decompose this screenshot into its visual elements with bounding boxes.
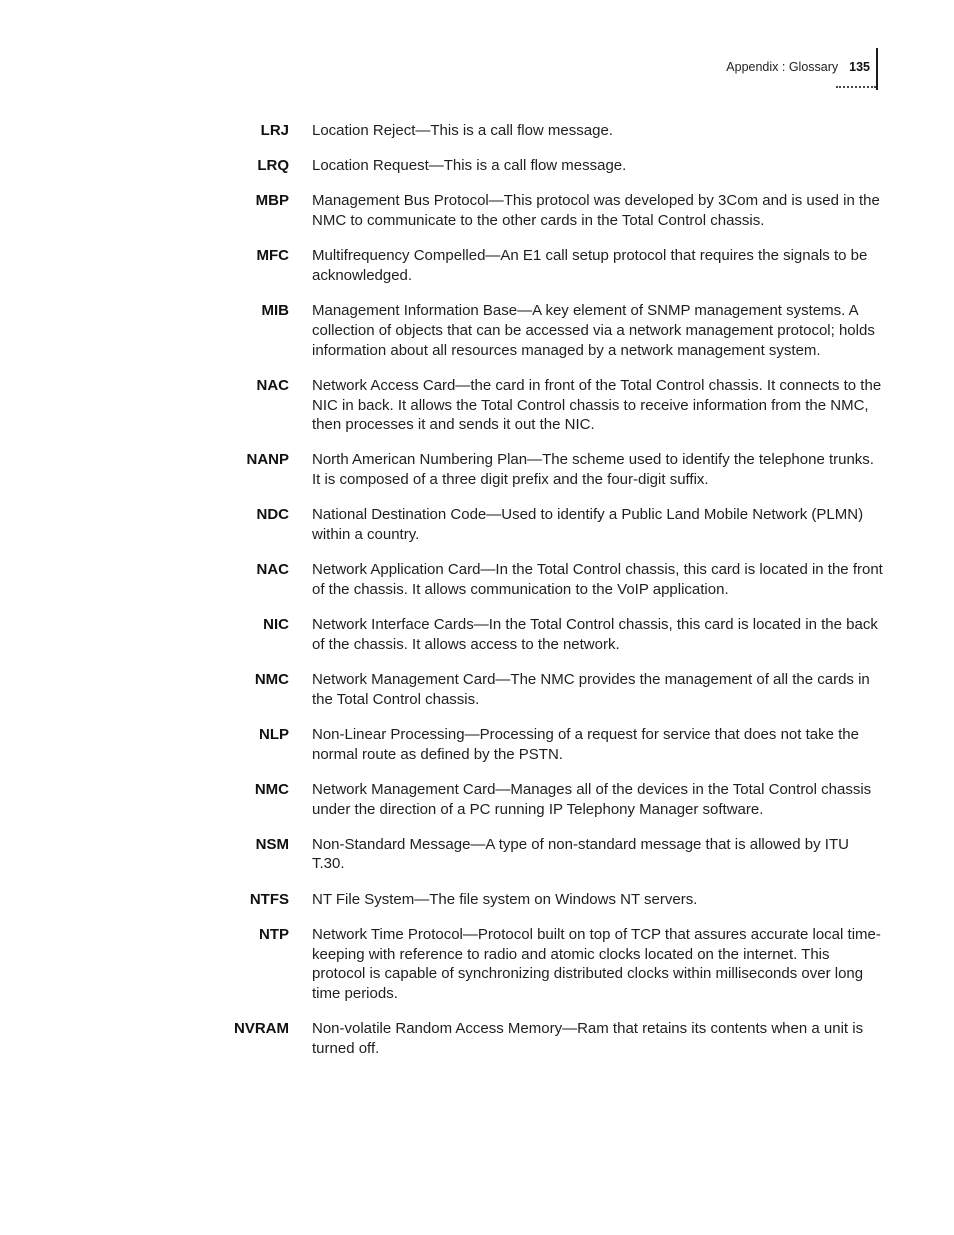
glossary-entry bbox=[0, 505, 954, 544]
glossary-definition: Non-Standard Message—A type of non-standard message that is allowed by ITU T.30. bbox=[312, 835, 849, 873]
glossary-entry bbox=[0, 376, 954, 435]
glossary-definition: Location Request—This is a call flow message. bbox=[312, 157, 627, 175]
glossary-definition: Network Management Card—Manages all of the devices in the Total Control chassis under the direction of a PC running IP Telephony Manager software. bbox=[312, 780, 872, 818]
glossary-definition: National Destination Code—Used to identify a Public Land Mobile Network (PLMN) within a country. bbox=[312, 506, 864, 544]
glossary-term: NMC bbox=[254, 780, 289, 798]
page-corner-rule bbox=[876, 48, 878, 90]
glossary-entry bbox=[0, 835, 954, 874]
glossary-entry bbox=[0, 725, 954, 764]
glossary-entry bbox=[0, 246, 954, 285]
glossary-entry bbox=[0, 890, 954, 910]
glossary-definition: Network Application Card—In the Total Control chassis, this card is located in the front of the chassis. It allows communication to the VoIP application. bbox=[312, 561, 883, 598]
glossary-definition: Network Access Card—the card in front of the Total Control chassis. It connects to the NIC in back. It allows the Total Control chassis to receive information from the NMC, then processes it and sends it out the NIC. bbox=[312, 376, 882, 434]
glossary-term: NTFS bbox=[249, 890, 289, 908]
glossary-term: NTP bbox=[259, 925, 289, 943]
glossary-definition: Network Management Card—The NMC provides the management of all the cards in the Total Control chassis. bbox=[312, 671, 870, 708]
glossary-term: NSM bbox=[255, 835, 289, 853]
glossary-term: NMC bbox=[254, 671, 289, 689]
glossary-entry bbox=[0, 191, 954, 230]
running-header bbox=[726, 58, 870, 76]
glossary-term: NAC bbox=[256, 561, 289, 579]
glossary-entry bbox=[0, 1019, 954, 1058]
glossary-entry bbox=[0, 780, 954, 819]
glossary-entry bbox=[0, 670, 954, 709]
page-number: 135 bbox=[849, 60, 870, 74]
glossary-definition: Non-Linear Processing—Processing of a request for service that does not take the normal route as defined by the PSTN. bbox=[312, 725, 859, 763]
section-title: Appendix : Glossary bbox=[726, 60, 839, 74]
glossary-definition: Location Reject—This is a call flow message. bbox=[312, 122, 613, 139]
glossary-entry bbox=[0, 301, 954, 360]
glossary-term: MIB bbox=[261, 302, 289, 320]
glossary-term: LRQ bbox=[257, 157, 289, 175]
glossary-term: LRJ bbox=[260, 122, 289, 139]
glossary-definition: Network Interface Cards—In the Total Control chassis, this card is located in the back of the chassis. It allows access to the network. bbox=[312, 616, 878, 653]
glossary-definition: Management Bus Protocol—This protocol was developed by 3Com and is used in the NMC to communicate to the other cards in the Total Control chassis. bbox=[312, 192, 880, 230]
glossary-definition: NT File System—The file system on Windows NT servers. bbox=[312, 890, 698, 908]
glossary-definition: Network Time Protocol—Protocol built on top of TCP that assures accurate local time-keeping with reference to radio and atomic clocks located on the internet. This protocol is capable of synchronizing distributed clocks within milliseconds over long time periods. bbox=[312, 925, 881, 1002]
glossary-definition: North American Numbering Plan—The scheme used to identify the telephone trunks. It is composed of a three digit prefix and the four-digit suffix. bbox=[312, 451, 874, 489]
glossary-entry bbox=[0, 156, 954, 176]
glossary-term: NVRAM bbox=[234, 1020, 289, 1038]
glossary-term: NLP bbox=[259, 725, 289, 743]
glossary-entry bbox=[0, 560, 954, 599]
page-corner-dots bbox=[836, 82, 876, 88]
glossary-entry bbox=[0, 450, 954, 489]
glossary-list bbox=[0, 121, 954, 1074]
glossary-entry bbox=[0, 121, 954, 141]
glossary-term: NAC bbox=[256, 376, 289, 394]
glossary-term: MBP bbox=[255, 192, 289, 210]
glossary-definition: Non-volatile Random Access Memory—Ram that retains its contents when a unit is turned off. bbox=[312, 1020, 864, 1057]
glossary-entry bbox=[0, 615, 954, 654]
glossary-definition: Multifrequency Compelled—An E1 call setup protocol that requires the signals to be acknowledged. bbox=[312, 247, 868, 285]
glossary-term: NDC bbox=[256, 506, 289, 524]
glossary-term: NANP bbox=[246, 451, 289, 469]
glossary-entry bbox=[0, 925, 954, 1004]
glossary-definition: Management Information Base—A key element of SNMP management systems. A collection of objects that can be accessed via a network management protocol; holds information about all resources managed by a network management system. bbox=[312, 302, 875, 359]
glossary-term: NIC bbox=[263, 616, 289, 634]
glossary-term: MFC bbox=[256, 247, 289, 265]
